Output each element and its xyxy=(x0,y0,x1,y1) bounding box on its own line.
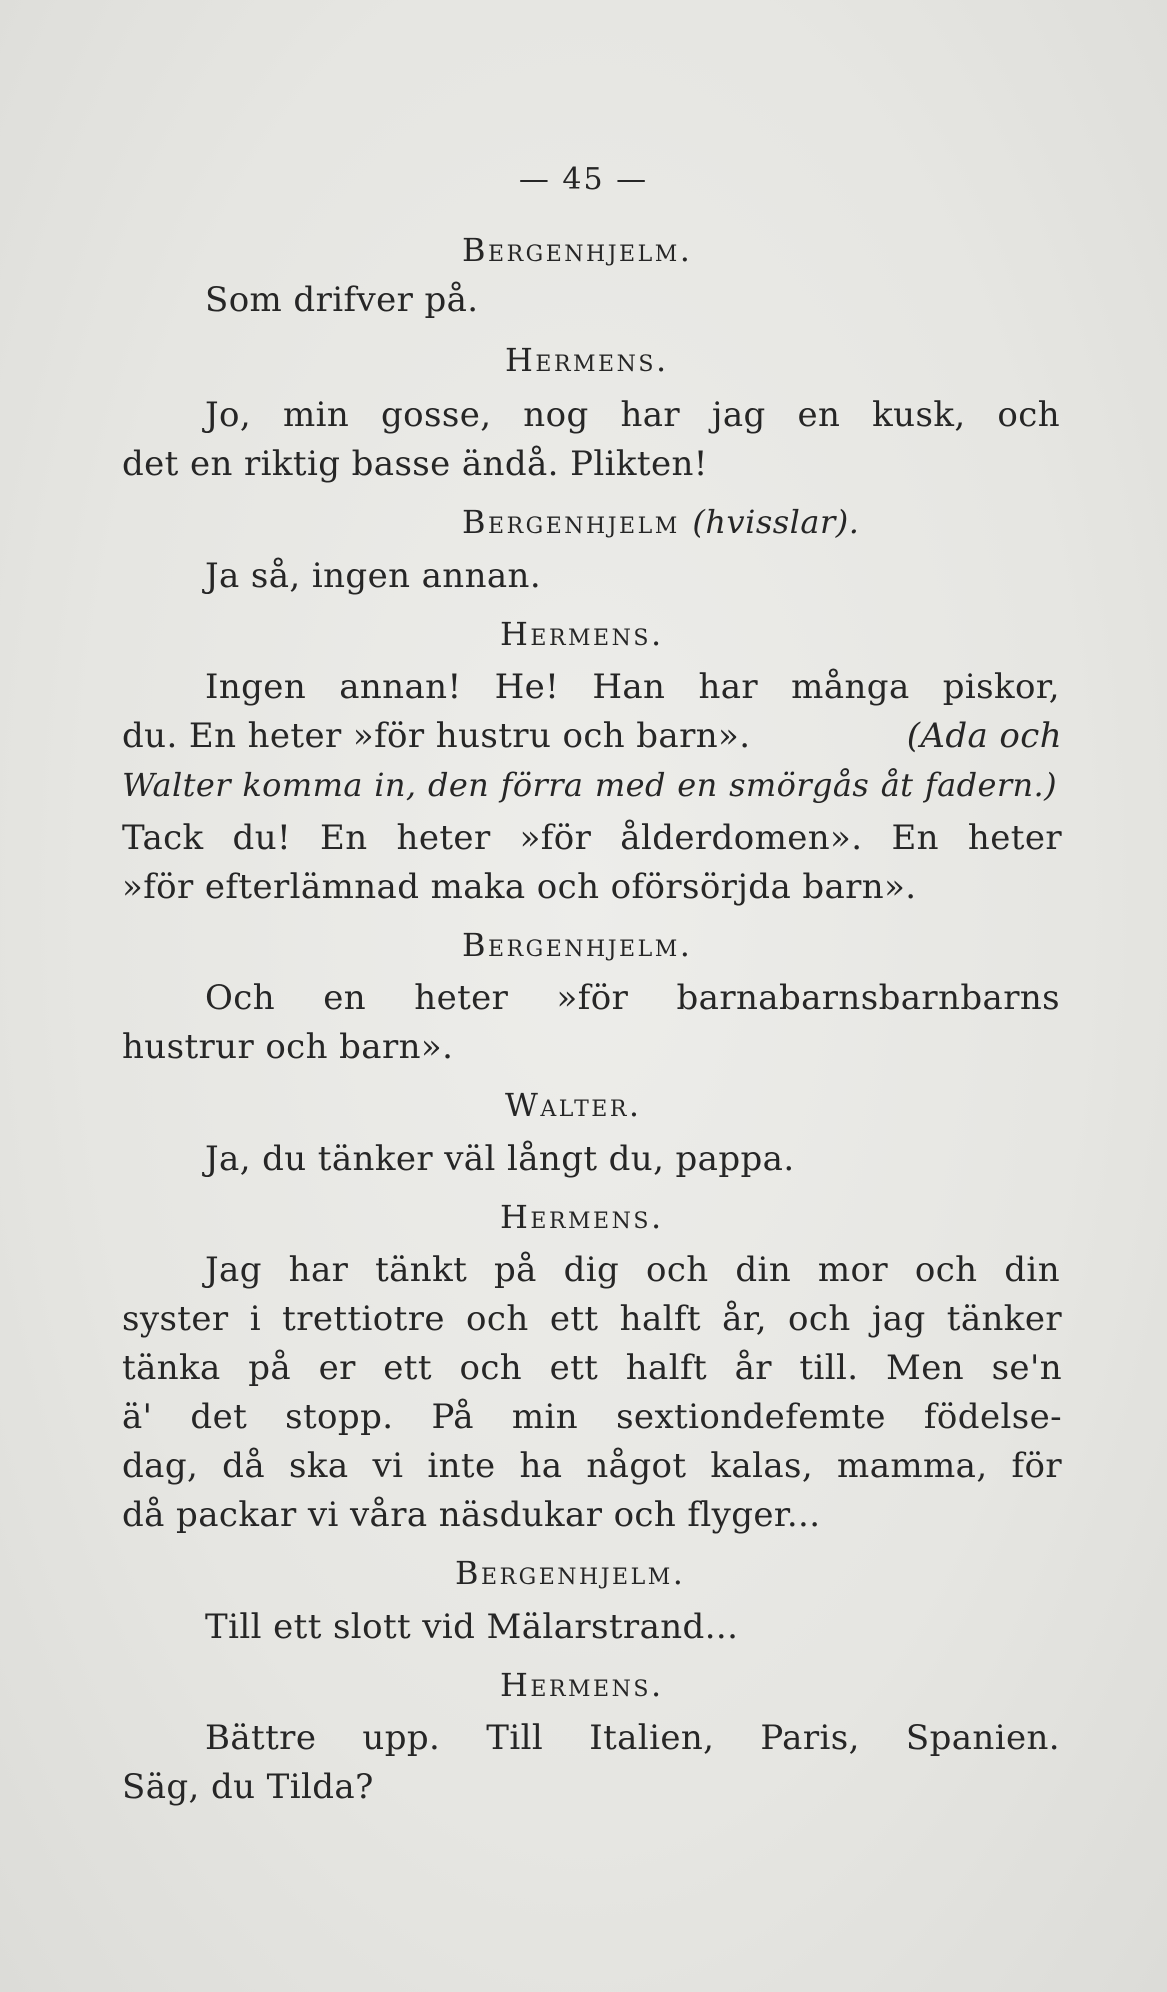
dialogue-line: Bättre upp. Till Italien, Paris, Spanien. xyxy=(205,1718,1060,1758)
dialogue-text: du. En heter »för hustru och barn». xyxy=(122,716,751,756)
dialogue-line: dag, då ska vi inte ha något kalas, mamma, för xyxy=(122,1446,1062,1486)
dialogue-line-with-direction xyxy=(122,716,1062,756)
speaker-name: Hermens. xyxy=(500,1198,664,1236)
dialogue-line: det en riktig basse ändå. Plikten! xyxy=(122,444,708,484)
dialogue-line: tänka på er ett och ett halft år till. Men se'n xyxy=(122,1348,1062,1388)
dialogue-line: syster i trettiotre och ett halft år, och jag tänker xyxy=(122,1299,1062,1339)
dialogue-line: ä' det stopp. På min sextiondefemte födelse- xyxy=(122,1397,1062,1437)
dialogue-line: hustrur och barn». xyxy=(122,1027,454,1067)
speaker-name: Bergenhjelm. xyxy=(462,926,693,964)
page-number: — 45 — xyxy=(518,162,649,197)
dialogue-line: »för efterlämnad maka och oförsörjda barn». xyxy=(122,867,917,907)
speaker-name: Hermens. xyxy=(505,341,669,379)
stage-direction: Walter komma in, den förra med en smörgås åt fadern.) xyxy=(122,766,1057,804)
dialogue-line: Ja så, ingen annan. xyxy=(205,556,542,596)
speaker-name: Hermens. xyxy=(500,615,664,653)
dialogue-line: Ingen annan! He! Han har många piskor, xyxy=(205,667,1060,707)
speaker-name: Bergenhjelm xyxy=(462,503,680,541)
speaker-name: Bergenhjelm. xyxy=(455,1554,686,1592)
dialogue-line: Till ett slott vid Mälarstrand... xyxy=(205,1607,739,1647)
dialogue-line: Som drifver på. xyxy=(205,280,479,320)
speaker-with-direction xyxy=(462,502,859,542)
dialogue-line: Tack du! En heter »för ålderdomen». En heter xyxy=(122,818,1062,858)
stage-direction: (Ada och xyxy=(906,716,1062,756)
dialogue-line: Jo, min gosse, nog har jag en kusk, och xyxy=(205,395,1060,435)
speaker-name: Bergenhjelm. xyxy=(462,231,693,269)
dialogue-line: då packar vi våra näsdukar och flyger... xyxy=(122,1495,821,1535)
dialogue-line: Och en heter »för barnabarnsbarnbarns xyxy=(205,978,1060,1018)
speaker-name: Hermens. xyxy=(500,1666,664,1704)
dialogue-line: Jag har tänkt på dig och din mor och din xyxy=(205,1250,1060,1290)
speaker-name: Walter. xyxy=(505,1086,642,1124)
stage-direction: (hvisslar). xyxy=(692,503,860,541)
dialogue-line: Ja, du tänker väl långt du, pappa. xyxy=(205,1139,795,1179)
dialogue-line: Säg, du Tilda? xyxy=(122,1767,374,1807)
